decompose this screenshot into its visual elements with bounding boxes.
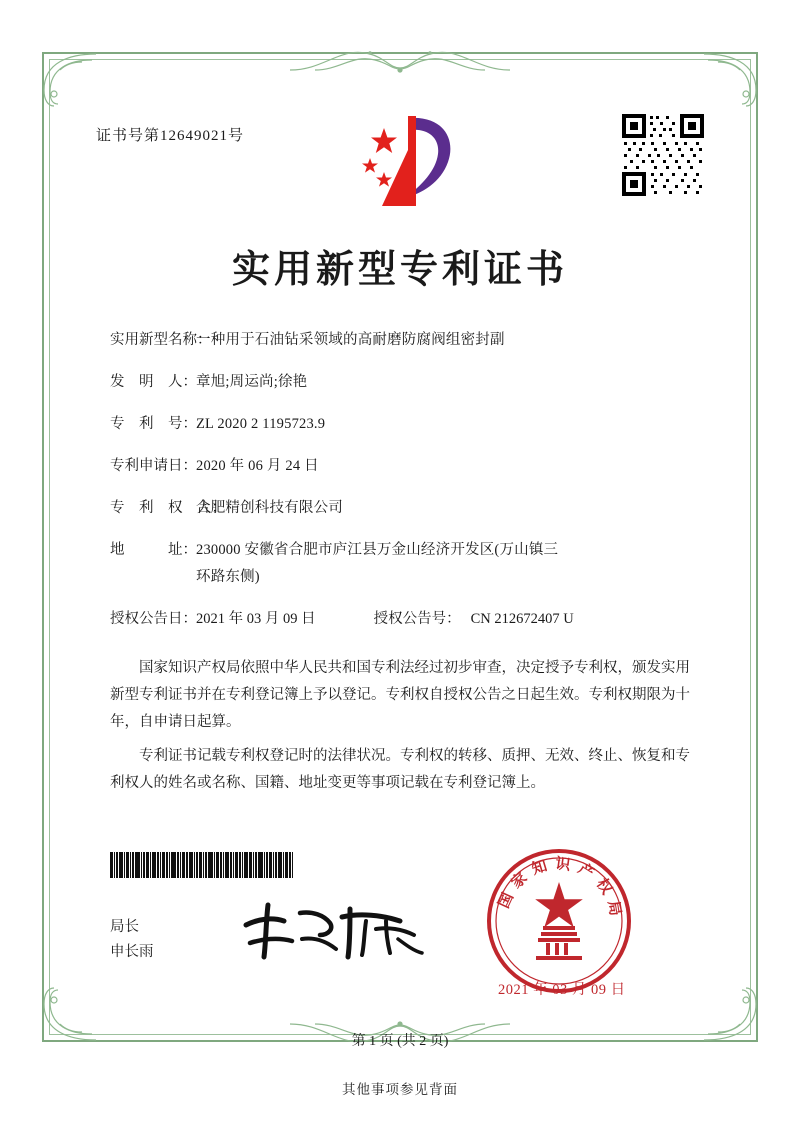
field-label: 专 利 权 人： [110, 500, 226, 517]
qr-code [620, 112, 706, 198]
field-value: 2020 年 06 月 24 日 [196, 458, 319, 475]
field-label: 实用新型名称： [110, 332, 212, 348]
director-title: 局长 [110, 919, 139, 935]
field-row-grant-announcement [110, 609, 700, 630]
corner-ornament-top-right [702, 50, 760, 108]
corner-ornament-top-left [40, 50, 98, 108]
field-label-grant-number: 授权公告号： [373, 611, 461, 628]
director-name: 申长雨 [110, 943, 154, 960]
field-label: 专 利 号： [110, 416, 197, 433]
page-title: 实用新型专利证书 [231, 246, 568, 291]
cnipa-emblem-logo [352, 110, 462, 214]
field-value: 章旭;周运尚;徐艳 [196, 374, 308, 391]
field-value-grant-number: CN 212672407 U [470, 611, 574, 628]
seal-date: 2021 年 03 月 09 日 [498, 982, 626, 998]
field-label: 地 址： [110, 542, 197, 559]
field-row-address [110, 540, 700, 588]
field-row-utility-model-name [110, 330, 700, 351]
handwritten-signature [238, 895, 428, 965]
top-flourish-ornament [285, 40, 515, 74]
field-value-address [196, 540, 700, 588]
field-row-inventors [110, 372, 700, 393]
certificate-number: 证书号第12649021号 [96, 128, 245, 144]
field-value: ZL 2020 2 1195723.9 [196, 416, 326, 433]
field-value: 一种用于石油钻采领域的高耐磨防腐阀组密封副 [196, 332, 505, 348]
svg-text:国家知识产权局: 国家知识产权局 [494, 854, 626, 924]
field-row-patentee [110, 498, 700, 519]
field-label: 发 明 人： [110, 374, 197, 391]
page-number: 第 1 页 (共 2 页) [351, 1034, 449, 1049]
footnote-text: 其他事项参见背面 [342, 1082, 458, 1097]
director-block [110, 915, 154, 964]
legal-paragraph-1: 国家知识产权局依照中华人民共和国专利法经过初步审查，决定授予专利权，颁发实用新型专利证书并在专利登记簿上予以登记。专利权自授权公告之日起生效。专利权期限为十年，自申请日起算。 [110, 660, 690, 730]
barcode [110, 852, 310, 878]
address-line-2: 环路东侧) [196, 569, 260, 586]
field-row-application-date [110, 456, 700, 477]
field-value: 合肥精创科技有限公司 [196, 500, 343, 517]
official-seal [484, 846, 634, 996]
field-value-grant-date: 2021 年 03 月 09 日 [196, 611, 316, 628]
field-label-grant-date: 授权公告日： [110, 611, 197, 628]
legal-paragraph-2: 专利证书记载专利权登记时的法律状况。专利权的转移、质押、无效、终止、恢复和专利权人的姓名或名称、国籍、地址变更等事项记载在专利登记簿上。 [110, 748, 690, 792]
field-label: 专利申请日： [110, 458, 197, 475]
field-row-patent-number [110, 414, 700, 435]
certificate-fields [110, 330, 700, 650]
legal-text-block [110, 655, 690, 805]
address-line-1: 230000 安徽省合肥市庐江县万金山经济开发区(万山镇三 [196, 542, 559, 559]
